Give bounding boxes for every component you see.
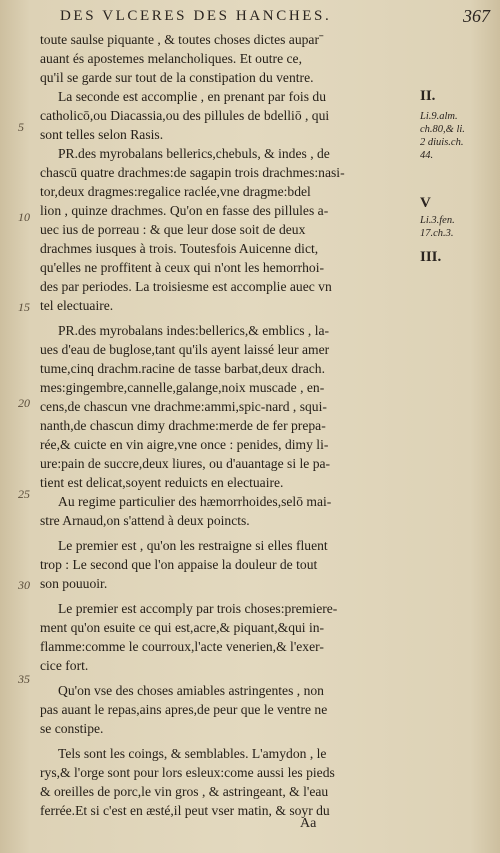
margin-numeral: II. bbox=[420, 88, 436, 104]
signature-mark: Aa bbox=[300, 816, 317, 831]
margin-numeral: III. bbox=[420, 249, 442, 265]
margin-note: Li.9.alm. ch.80,& li. 2 diuis.ch. 44. bbox=[420, 111, 465, 161]
text-line: Qu'on vse des choses amiables astringentes , non bbox=[58, 683, 324, 698]
text-line: uec ius de porreau : & que leur dose soit de deux bbox=[40, 222, 306, 237]
line-number: 25 bbox=[18, 487, 30, 501]
text-line: se constipe. bbox=[40, 721, 104, 736]
text-line: PR.des myrobalans indes:bellerics,& emblics , la- bbox=[58, 323, 330, 338]
text-line: chascū quatre drachmes:de sagapin trois drachmes:nasi- bbox=[40, 165, 345, 180]
text-line: & oreilles de porc,le vin gros , & astringeant, & l'eau bbox=[40, 784, 329, 799]
margin-note bbox=[420, 197, 495, 210]
line-number: 10 bbox=[18, 210, 30, 224]
text-line: ment qu'on esuite ce qui est,acre,& piquant,&qui in- bbox=[40, 620, 325, 635]
text-line: qu'il se garde sur tout de la constipation du ventre. bbox=[40, 70, 314, 85]
margin-numeral: V bbox=[420, 195, 431, 211]
text-line: tume,cinq drachm.racine de tasse barbat,deux drach. bbox=[40, 361, 325, 376]
text-line: PR.des myrobalans bellerics,chebuls, & indes , de bbox=[58, 146, 330, 161]
text-line: son pouuoir. bbox=[40, 576, 108, 591]
text-line: pas auant le repas,ains apres,de peur que le ventre ne bbox=[40, 702, 328, 717]
text-line: ferrée.Et si c'est en æsté,il peut vser matin, & soyr du bbox=[40, 803, 330, 818]
line-number: 5 bbox=[18, 120, 24, 134]
page-number: 367 bbox=[463, 6, 490, 26]
text-line: auant és apostemes melancholiques. Et outre ce, bbox=[40, 51, 302, 66]
text-line: flamme:comme le courroux,l'acte venerien,& l'exer- bbox=[40, 639, 324, 654]
text-line: stre Arnaud,on s'attend à deux poincts. bbox=[40, 513, 250, 528]
text-line: catholicō,ou Diacassia,ou des pillules de bdelliō , qui bbox=[40, 108, 330, 123]
line-number: 35 bbox=[18, 672, 30, 686]
text-line: rys,& l'orge sont pour lors esleux:come aussi les pieds bbox=[40, 765, 335, 780]
text-line: tor,deux dragmes:regalice raclée,vne dragme:bdel bbox=[40, 184, 311, 199]
running-head: DES VLCERES DES HANCHES. bbox=[60, 8, 332, 24]
text-line: nanth,de chascun dimy drachme:merde de fer prepa- bbox=[40, 418, 326, 433]
text-line: lion , quinze drachmes. Qu'on en fasse des pillules a- bbox=[40, 203, 329, 218]
text-line: cens,de chascun vne drachme:ammi,spic-nard , squi- bbox=[40, 399, 327, 414]
text-line: Le premier est accomply par trois choses:premiere- bbox=[58, 601, 338, 616]
text-line: Le premier est , qu'on les restraigne si elles fluent bbox=[58, 538, 328, 553]
line-number: 30 bbox=[18, 578, 30, 592]
text-line: ues d'eau de buglose,tant qu'ils ayent laissé leur amer bbox=[40, 342, 330, 357]
text-line: Au regime particulier des hæmorrhoides,selō mai- bbox=[58, 494, 332, 509]
margin-note bbox=[420, 251, 495, 264]
text-line: La seconde est accomplie , en prenant par fois du bbox=[58, 89, 326, 104]
margin-note bbox=[420, 90, 495, 103]
text-line: toute saulse piquante , & toutes choses dictes auparˉ bbox=[40, 32, 324, 47]
page-header bbox=[60, 8, 490, 30]
text-line: drachmes iusques à trois. Toutesfois Auicenne dict, bbox=[40, 241, 319, 256]
text-line: cice fort. bbox=[40, 658, 89, 673]
text-line: Tels sont les coings, & semblables. L'amydon , le bbox=[58, 746, 327, 761]
text-line: qu'elles ne proffitent à ceux qui n'ont les hemorrhoi- bbox=[40, 260, 324, 275]
margin-note: Li.3.fen. 17.ch.3. bbox=[420, 215, 455, 239]
line-number: 20 bbox=[18, 396, 30, 410]
line-number: 15 bbox=[18, 300, 30, 314]
text-line: ure:pain de succre,deux liures, ou d'auantage si le pa- bbox=[40, 456, 331, 471]
text-line: tient est delicat,soyent reduicts en electuaire. bbox=[40, 475, 284, 490]
text-line: trop : Le second que l'on appaise la douleur de tout bbox=[40, 557, 318, 572]
text-line: sont telles selon Rasis. bbox=[40, 127, 164, 142]
text-line: des par periodes. La troisiesme est accomplie auec vn bbox=[40, 279, 332, 294]
text-line: mes:gingembre,cannelle,galange,noix muscade , en- bbox=[40, 380, 325, 395]
text-line: rée,& cuicte en vin aigre,vne once : penides, dimy li- bbox=[40, 437, 329, 452]
body-text bbox=[40, 30, 422, 820]
text-line: tel electuaire. bbox=[40, 298, 114, 313]
